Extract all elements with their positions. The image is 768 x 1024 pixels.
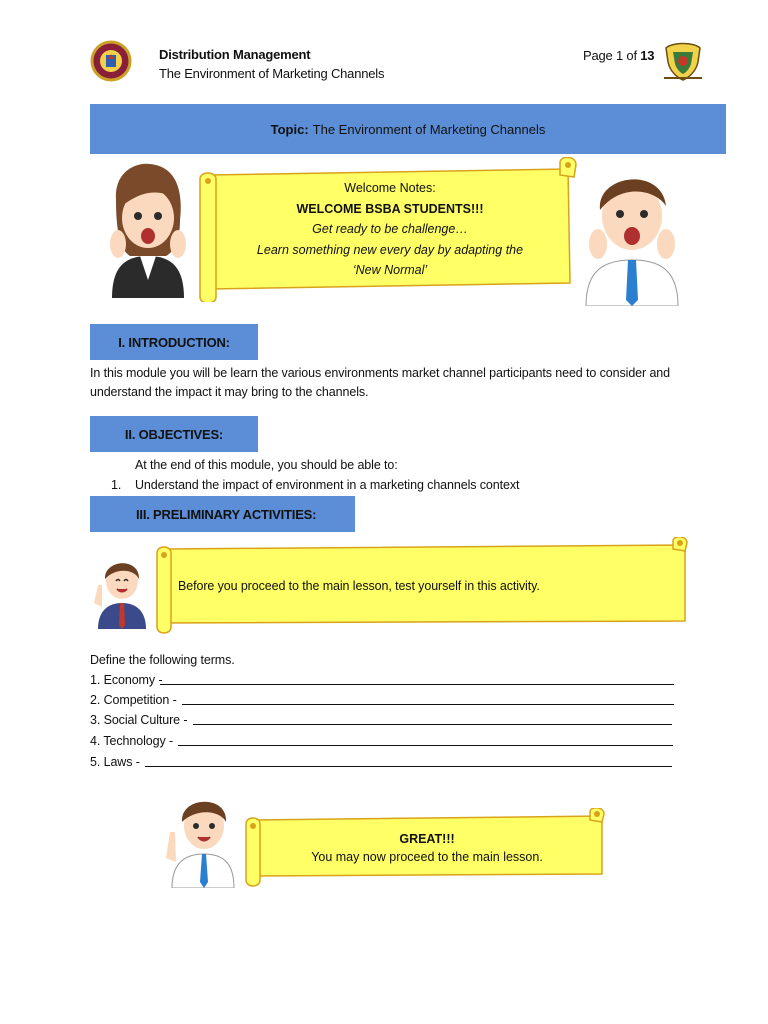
term-economy: 1. Economy - [90,673,163,687]
man-cheering-illustration-icon [582,160,682,306]
term-social-culture: 3. Social Culture - [90,713,188,727]
term-technology: 4. Technology - [90,734,174,748]
answer-line-economy[interactable] [160,684,674,685]
answer-line-laws[interactable] [145,766,672,767]
page-indicator [583,48,654,63]
objective-text: Understand the impact of environment in a marketing channels context [135,478,520,492]
objective-number: 1. [111,478,122,492]
term-laws: 5. Laws - [90,755,140,769]
page-prefix: Page 1 of [583,48,637,63]
welcome-line-2: Learn something new every day by adapting the [256,242,524,257]
welcome-line-1: Get ready to be challenge… [312,222,468,236]
school-seal-left-icon [90,40,132,82]
course-title: Distribution Management [159,47,311,62]
objectives-heading: II. OBJECTIVES: [90,416,258,452]
introduction-body: In this module you will be learn the various environments market channel participants need to consider and understand the impact it may bring to the channels. [90,366,671,399]
man-pointing-illustration-bottom-icon [162,792,236,888]
topic-text: The Environment of Marketing Channels [312,121,546,137]
answer-line-social-culture[interactable] [193,724,672,725]
welcome-line-3: ‘New Normal’ [352,263,428,277]
terms-prompt: Define the following terms. [90,653,235,667]
welcome-greeting: WELCOME BSBA STUDENTS!!! [296,201,484,216]
term-competition: 2. Competition - [90,693,177,707]
objective-item [111,476,520,495]
answer-line-technology[interactable] [178,745,673,746]
man-pointing-illustration-icon [90,555,148,629]
answer-line-competition[interactable] [182,704,674,705]
closing-heading: GREAT!!! [399,832,455,846]
closing-text: You may now proceed to the main lesson. [311,850,543,864]
closing-message [262,830,592,866]
welcome-notes [220,178,560,281]
objectives-lead: At the end of this module, you should be able to: [135,458,398,472]
introduction-heading: I. INTRODUCTION: [90,324,258,360]
woman-cheering-illustration-icon [104,160,192,298]
preliminary-instruction: Before you proceed to the main lesson, test yourself in this activity. [178,579,540,593]
preliminary-heading: III. PRELIMINARY ACTIVITIES: [90,496,355,532]
welcome-heading: Welcome Notes: [344,181,436,195]
module-subtitle: The Environment of Marketing Channels [159,66,385,81]
topic-label: Topic: [270,121,309,137]
school-crest-right-icon [662,40,704,82]
page-total: 13 [640,48,655,63]
topic-bar [90,104,726,154]
